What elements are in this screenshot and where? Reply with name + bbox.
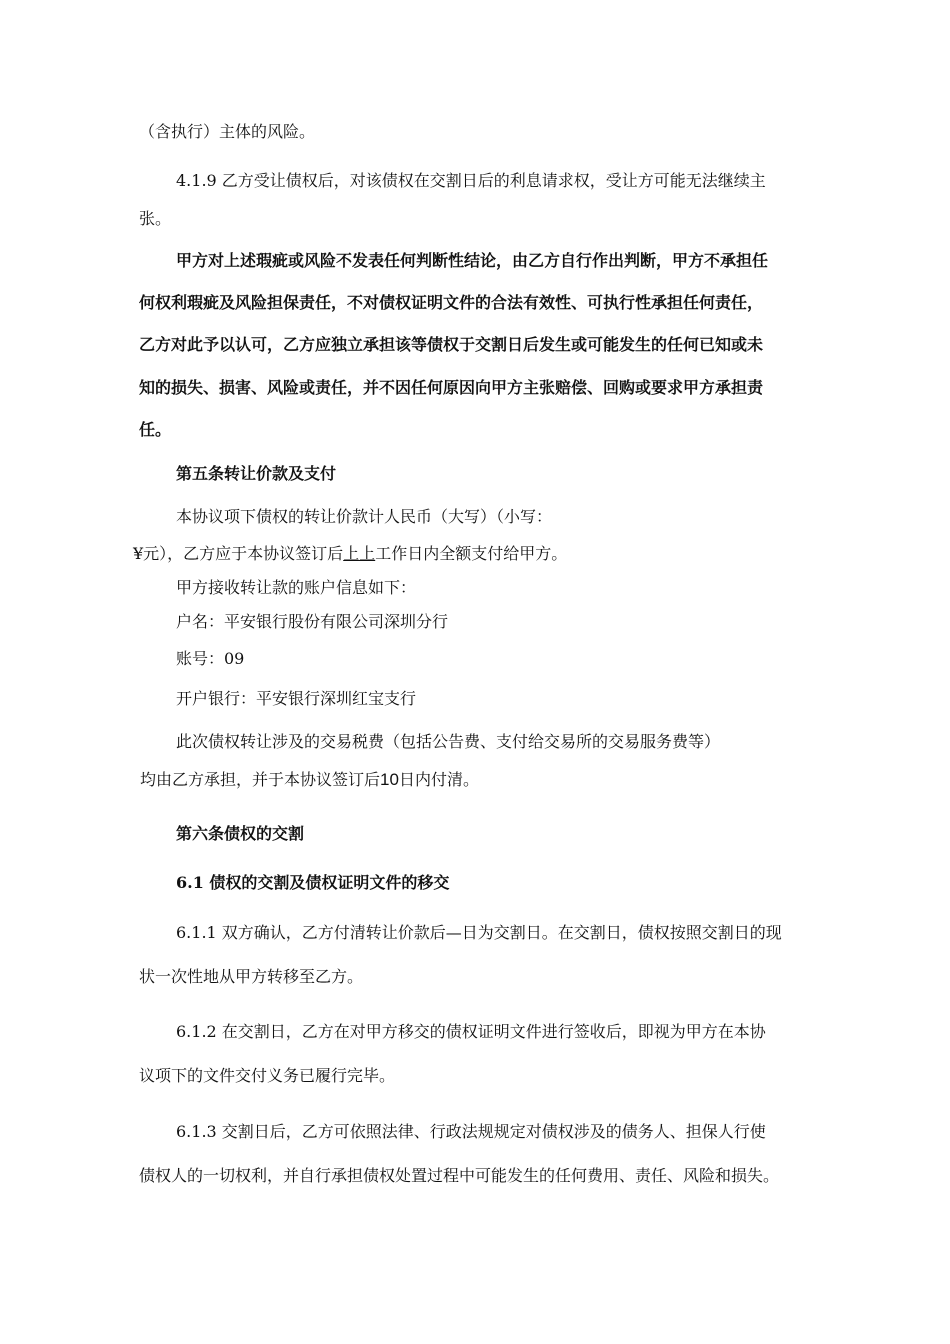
disclaimer-line: 知的损失、损害、风险或责任，并不因任何原因向甲方主张赔偿、回购或要求甲方承担责 xyxy=(139,378,764,397)
disclaimer-line: 何权利瑕疵及风险担保责任，不对债权证明文件的合法有效性、可执行性承担任何责任， xyxy=(139,293,764,312)
clause-6-1-2: 6.1.2 在交割日，乙方在对甲方移交的债权证明文件进行签收后，即视为甲方在本协 xyxy=(176,1022,766,1041)
text-line: 甲方接收转让款的账户信息如下： xyxy=(176,578,417,597)
section-heading-5: 第五条转让价款及支付 xyxy=(176,464,337,483)
text-line xyxy=(140,769,830,791)
clause-4-1-9: 4.1.9 乙方受让债权后，对该债权在交割日后的利息请求权，受让方可能无法继续主 xyxy=(176,171,766,190)
disclaimer-line: 任。 xyxy=(139,420,172,439)
bank-name: 开户银行：平安银行深圳红宝支行 xyxy=(176,689,417,708)
account-number: 账号：09 xyxy=(176,649,245,668)
text-segment: ¥元），乙方应于本协议签订后 xyxy=(133,544,344,563)
clause-6-1-3: 6.1.3 交割日后，乙方可依照法律、行政法规规定对债权涉及的债务人、担保人行使 xyxy=(176,1122,766,1141)
text-line: 状一次性地从甲方转移至乙方。 xyxy=(139,967,364,986)
section-heading-6: 第六条债权的交割 xyxy=(176,824,305,843)
disclaimer-line: 乙方对此予以认可，乙方应独立承担该等债权于交割日后发生或可能发生的任何已知或未 xyxy=(139,335,764,354)
subsection-heading-6-1: 6.1 债权的交割及债权证明文件的移交 xyxy=(176,873,450,892)
days-number: 10 xyxy=(380,770,399,789)
text-line xyxy=(133,543,823,565)
text-segment: 均由乙方承担，并于本协议签订后 xyxy=(140,770,381,789)
clause-6-1-1: 6.1.1 双方确认，乙方付清转让价款后—日为交割日。在交割日，债权按照交割日的现 xyxy=(176,923,782,942)
text-line: 议项下的文件交付义务已履行完毕。 xyxy=(139,1066,396,1085)
text-segment: 工作日内全额支付给甲方。 xyxy=(375,544,568,563)
text-segment: 日内付清。 xyxy=(398,770,479,789)
text-line: 张。 xyxy=(139,209,172,228)
text-line: （含执行）主体的风险。 xyxy=(139,122,316,141)
account-name: 户名：平安银行股份有限公司深圳分行 xyxy=(176,612,449,631)
text-line: 此次债权转让涉及的交易税费（包括公告费、支付给交易所的交易服务费等） xyxy=(176,732,721,751)
disclaimer-line: 甲方对上述瑕疵或风险不发表任何判断性结论，由乙方自行作出判断，甲方不承担任 xyxy=(176,251,769,270)
text-line: 本协议项下债权的转让价款计人民币（大写）（小写： xyxy=(176,507,553,526)
blank-underline: 上上 xyxy=(343,544,376,563)
text-line: 债权人的一切权利，并自行承担债权处置过程中可能发生的任何费用、责任、风险和损失。 xyxy=(139,1166,780,1185)
